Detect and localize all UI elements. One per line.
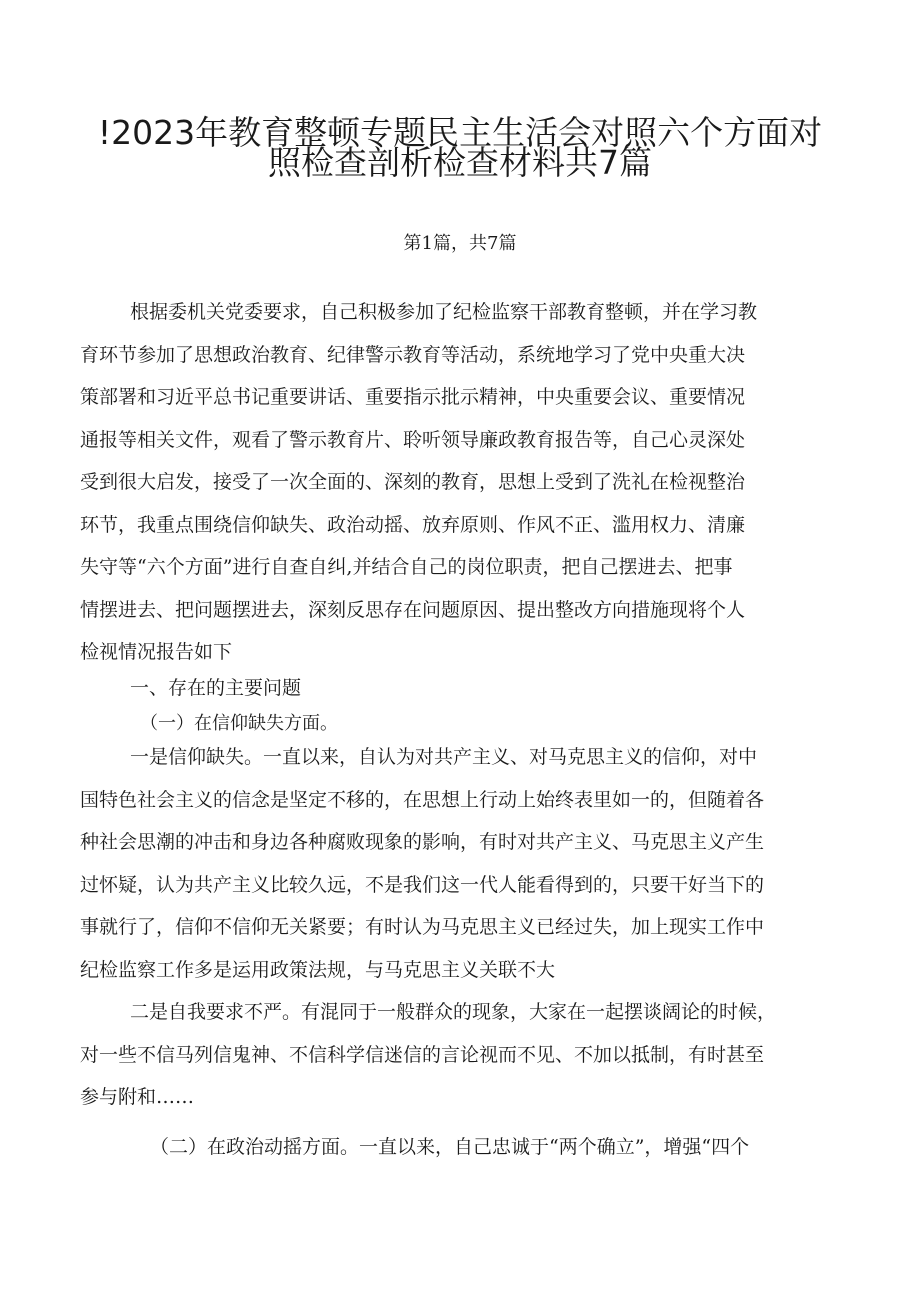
document-title-line-2: 照检查剖析检查材料共7篇 — [268, 143, 652, 182]
part-label: 第1篇，共7篇 — [403, 233, 517, 254]
intro-lines-line: 失守等“六个方面”进行自查自纠,并结合自己的岗位职责，把自己摆进去、把事 — [80, 556, 733, 578]
para1-lines-line: 一是信仰缺失。一直以来，自认为对共产主义、对马克思主义的信仰，对中 — [130, 746, 758, 768]
para3-lines-line: （二）在政治动摇方面。一直以来，自己忠诚于“两个确立”，增强“四个 — [150, 1136, 750, 1158]
para1-lines-line: 事就行了，信仰不信仰无关紧要；有时认为马克思主义已经过失，加上现实工作中 — [80, 916, 765, 938]
section-heading: 一、存在的主要问题 — [130, 677, 302, 699]
intro-lines-line: 策部署和习近平总书记重要讲话、重要指示批示精神，中央重要会议、重要情况 — [80, 386, 746, 408]
intro-lines-line: 检视情况报告如下 — [80, 641, 233, 663]
para1-lines-line: 纪检监察工作多是运用政策法规，与马克思主义关联不大 — [80, 958, 556, 981]
para2-lines-line: 对一些不信马列信鬼神、不信科学信迷信的言论视而不见、不加以抵制，有时甚至 — [80, 1043, 765, 1066]
para1-lines-line: 国特色社会主义的信念是坚定不移的，在思想上行动上始终表里如一的，但随着各 — [80, 788, 765, 811]
intro-lines-line: 通报等相关文件，观看了警示教育片、聆听领导廉政教育报告等，自己心灵深处 — [80, 428, 746, 451]
intro-lines-line: 情摆进去、把问题摆进去，深刻反思存在问题原因、提出整改方向措施现将个人 — [80, 598, 746, 621]
intro-lines-line: 育环节参加了思想政治教育、纪律警示教育等活动，系统地学习了党中央重大决 — [80, 343, 746, 366]
para2-lines-line: 二是自我要求不严。有混同于一般群众的现象，大家在一起摆谈阔论的时候， — [130, 1001, 777, 1023]
para1-lines-line: 过怀疑，认为共产主义比较久远，不是我们这一代人能看得到的，只要干好当下的 — [80, 873, 765, 896]
document-title-line-1: !2023年教育整顿专题民主生活会对照六个方面对 — [97, 113, 823, 152]
intro-lines-line: 根据委机关党委要求，自己积极参加了纪检监察干部教育整顿，并在学习教 — [130, 301, 758, 323]
intro-lines-line: 受到很大启发，接受了一次全面的、深刻的教育，思想上受到了洗礼在检视整治 — [80, 471, 746, 493]
para1-lines-line: 种社会思潮的冲击和身边各种腐败现象的影响，有时对共产主义、马克思主义产生 — [80, 831, 765, 853]
subsection-heading: （一）在信仰缺失方面。 — [140, 713, 338, 734]
intro-lines-line: 环节，我重点围绕信仰缺失、政治动摇、放弃原则、作风不正、滥用权力、清廉 — [80, 513, 746, 536]
para2-lines-line: 参与附和…… — [80, 1086, 195, 1108]
